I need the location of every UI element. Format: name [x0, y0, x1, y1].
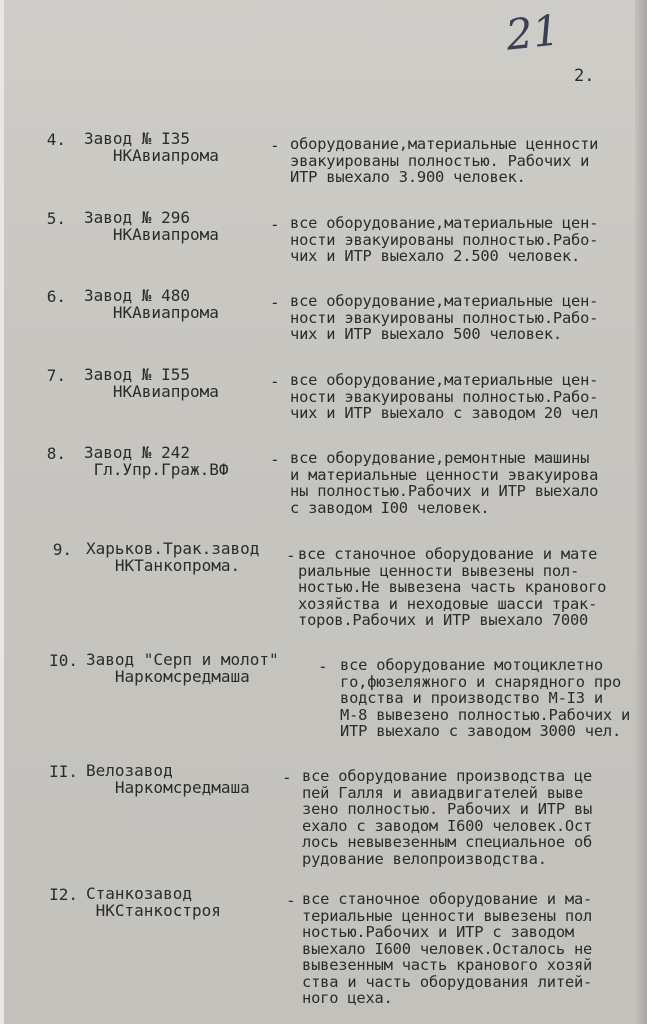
entry-dash: -	[270, 293, 280, 312]
handwritten-folio-number: 21	[503, 5, 562, 60]
entry-dash: -	[270, 136, 280, 155]
entry-description: все станочное оборудование и мате риальные ценности вывезены пол- ностью.Не вывезена часть кранового хозяйства и неходовые шасси трак- торов.Рабочих и ИТР выехало 7000	[298, 545, 607, 629]
entry-description: все оборудование мотоциклетно го,фюзеляжного и снарядного про водства и производство М-I3 и М-8 вывезено полностью.Рабочих и ИТР выехало с заводом 3000 чел.	[340, 656, 631, 740]
entry-plant-name: Завод № 480 НКАвиапрома	[84, 286, 219, 322]
entry-number: 8.	[46, 444, 66, 463]
entry-dash: -	[270, 372, 280, 391]
entry-plant-name: Завод № I35 НКАвиапрома	[84, 129, 219, 165]
entry-plant-name: Станкозавод НКСтанкостроя	[86, 884, 221, 920]
entry-dash: -	[318, 657, 328, 676]
entry-number: I0.	[49, 651, 78, 670]
entry-number: 7.	[46, 366, 66, 385]
entry-number: 6.	[46, 287, 66, 306]
entry-description: все оборудование производства це пей Галля и авиадвигателей выве зено полностью. Рабочих и ИТР вы ехало с заводом I600 человек.Ост лось невывезенным специальное об рудование велопроизводства.	[302, 767, 593, 868]
entry-dash: -	[286, 546, 296, 565]
entry-number: 4.	[46, 130, 66, 149]
entry-dash: -	[286, 891, 296, 910]
entry-number: 5.	[46, 209, 66, 228]
entry-number: II.	[49, 762, 78, 781]
entry-dash: -	[270, 450, 280, 469]
entry-description: оборудование,материальные ценности эвакуированы полностью. Рабочих и ИТР выехало 3.900 человек.	[290, 135, 599, 186]
page-edge-left	[0, 0, 4, 1024]
entry-description: все оборудование,ремонтные машины и материальные ценности эвакуирова ны полностью.Рабочих и ИТР выехало с заводом I00 человек.	[290, 449, 599, 517]
entry-description: все оборудование,материальные цен- ности эвакуированы полностью.Рабо- чих и ИТР выехало 2.500 человек.	[290, 214, 599, 265]
entry-plant-name: Велозавод Наркомсредмаша	[86, 761, 250, 797]
entry-description: все оборудование,материальные цен- ности эвакуированы полностью.Рабо- чих и ИТР выехало 500 человек.	[290, 292, 599, 343]
entry-plant-name: Завод "Серп и молот" Наркомсредмаша	[86, 650, 279, 686]
entry-plant-name: Харьков.Трак.завод НКТанкопрома.	[86, 539, 260, 575]
entry-dash: -	[270, 215, 280, 234]
page-number: 2.	[574, 66, 595, 86]
entry-description: все оборудование,материальные цен- ности эвакуированы полностью.Рабо- чих и ИТР выехало с заводом 20 чел	[290, 371, 599, 422]
page-edge-right	[635, 0, 647, 1024]
entry-number: 9.	[52, 540, 72, 559]
entry-number: I2.	[49, 885, 78, 904]
entry-dash: -	[282, 768, 292, 787]
entry-description: все станочное оборудование и ма- териальные ценности вывезены пол ностью.Рабочих и ИТР с заводом выехало I600 человек.Осталось не вывезенным часть кранового хозяй ства и часть оборудования литей- ного цеха.	[302, 890, 593, 1007]
entry-plant-name: Завод № 296 НКАвиапрома	[84, 208, 219, 244]
entry-plant-name: Завод № 242 Гл.Упр.Граж.ВФ	[84, 443, 229, 479]
entry-plant-name: Завод № I55 НКАвиапрома	[84, 365, 219, 401]
